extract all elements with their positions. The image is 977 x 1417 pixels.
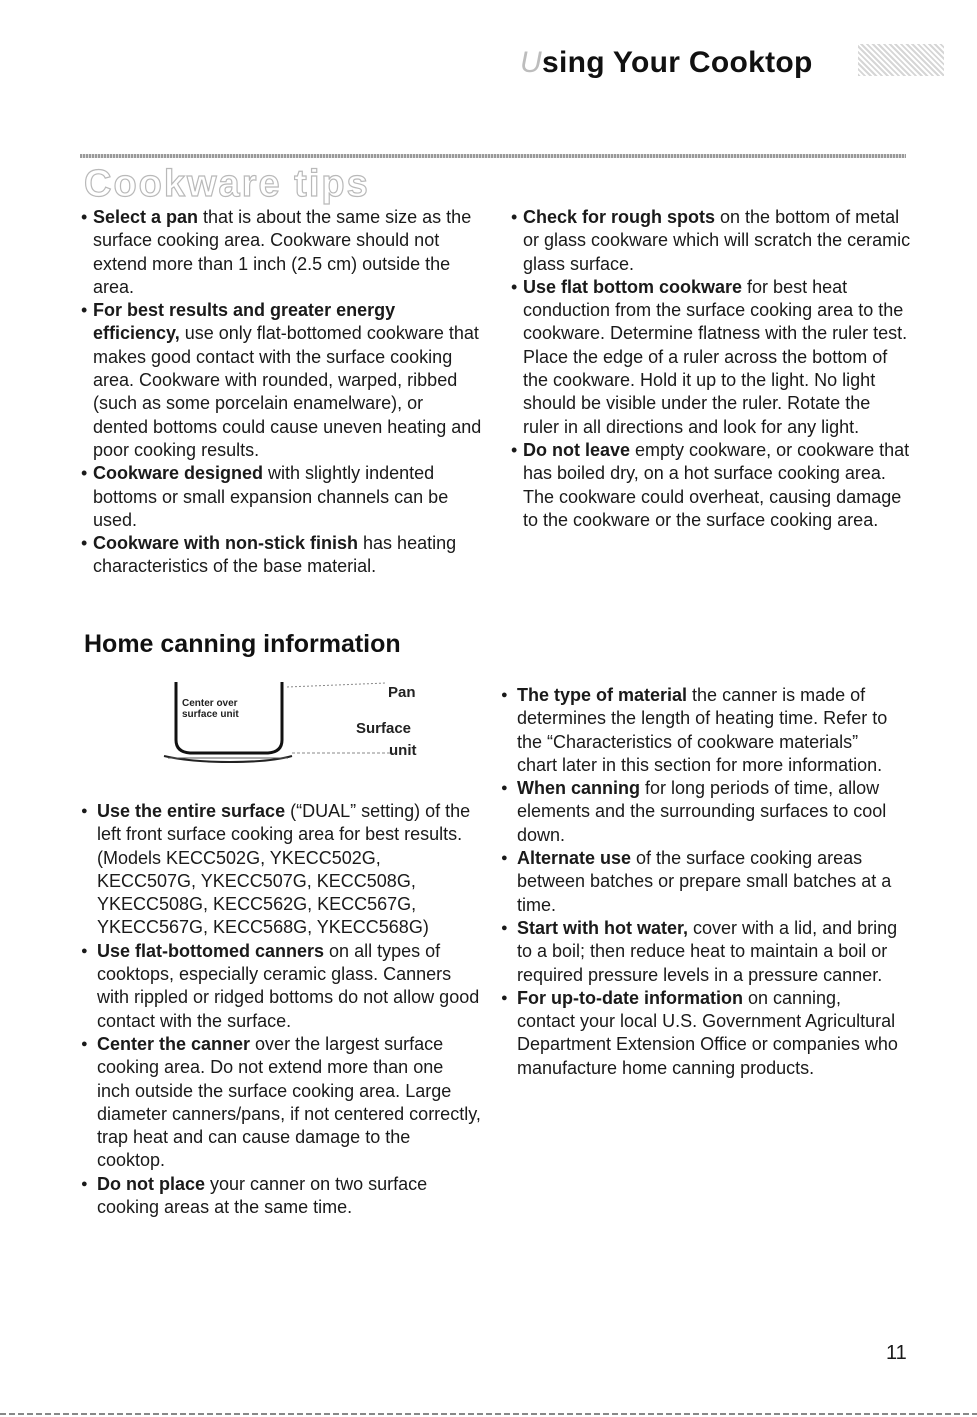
- list-item: • Cookware with non-stick finish has heating characteristics of the base material.: [81, 532, 483, 579]
- list-item: ● The type of material the canner is made of determines the length of heating time. Refer to the “Characteristics of cookware materials” chart later in this section for more information.: [501, 684, 901, 777]
- list-item: ● When canning for long periods of time, allow elements and the surrounding surfaces to cool down.: [501, 777, 901, 847]
- list-item: ● Center the canner over the largest surface cooking area. Do not extend more than one inch outside the surface cooking area. Large diameter canners/pans, if not centered correctly, trap heat and can cause damage to the cooktop.: [81, 1033, 481, 1173]
- home-canning-title: Home canning information: [84, 630, 401, 658]
- cookware-tips-title: Cookware tips: [84, 163, 370, 205]
- footer-divider: [0, 1413, 977, 1415]
- list-item: • Use flat bottom cookware for best heat conduction from the surface cooking area to the cookware. Determine flatness with the ruler test. Place the edge of a ruler across the bottom of the cookware. Hold it up to the light. No light should be visible under the ruler. Rotate the ruler in all directions and look for any light.: [511, 276, 911, 439]
- page-number: 11: [886, 1342, 907, 1364]
- cookware-tips-left-column: [81, 206, 483, 579]
- list-item: • Cookware designed with slightly indented bottoms or small expansion channels can be used.: [81, 462, 483, 532]
- list-item: ● Start with hot water, cover with a lid, and bring to a boil; then reduce heat to maintain a boil or required pressure levels in a pressure canner.: [501, 917, 901, 987]
- list-item: ● For up-to-date information on canning, contact your local U.S. Government Agricultural Department Extension Office or companies who manufacture home canning products.: [501, 987, 901, 1080]
- header-decorative-pattern: [858, 44, 944, 76]
- diagram-center-label-2: surface unit: [182, 709, 239, 720]
- canner-diagram: [160, 676, 460, 776]
- page-header-title: [520, 46, 813, 80]
- diagram-center-label-1: Center over: [182, 698, 238, 709]
- list-item: • Check for rough spots on the bottom of metal or glass cookware which will scratch the ceramic glass surface.: [511, 206, 911, 276]
- list-item: ● Do not place your canner on two surface cooking areas at the same time.: [81, 1173, 481, 1220]
- header-title-rest: sing Your Cooktop: [541, 46, 813, 79]
- list-item: ● Use flat-bottomed canners on all types of cooktops, especially ceramic glass. Canners with rippled or ridged bottoms do not allow good contact with the surface.: [81, 940, 481, 1033]
- list-item: ● Use the entire surface (“DUAL” setting) of the left front surface cooking area for best results. (Models KECC502G, YKECC502G, KECC507G, YKECC507G, KECC508G, YKECC508G, KECC562G, KECC567G, YKECC567G, KECC568G, YKECC568G): [81, 800, 481, 940]
- cookware-tips-right-column: [511, 206, 911, 532]
- list-item: • For best results and greater energy efficiency, use only flat-bottomed cookware that makes good contact with the surface cooking area. Cookware with rounded, warped, ribbed (such as some porcelain enamelware), or dented bottoms could cause uneven heating and poor cooking results.: [81, 299, 483, 462]
- canning-left-column: [81, 800, 481, 1219]
- list-item: • Do not leave empty cookware, or cookware that has boiled dry, on a hot surface cooking area. The cookware could overheat, causing damage to the cookware or the surface cooking area.: [511, 439, 911, 532]
- diagram-pan-label: Pan: [388, 684, 416, 701]
- list-item: • Select a pan that is about the same size as the surface cooking area. Cookware should not extend more than 1 inch (2.5 cm) outside the area.: [81, 206, 483, 299]
- list-item: ● Alternate use of the surface cooking areas between batches or prepare small batches at a time.: [501, 847, 901, 917]
- diagram-surface-label: Surface: [356, 720, 412, 737]
- header-title-initial: U: [520, 46, 542, 79]
- header-divider: [80, 154, 906, 158]
- diagram-unit-label: unit: [389, 742, 417, 759]
- canning-right-column: [501, 684, 901, 1080]
